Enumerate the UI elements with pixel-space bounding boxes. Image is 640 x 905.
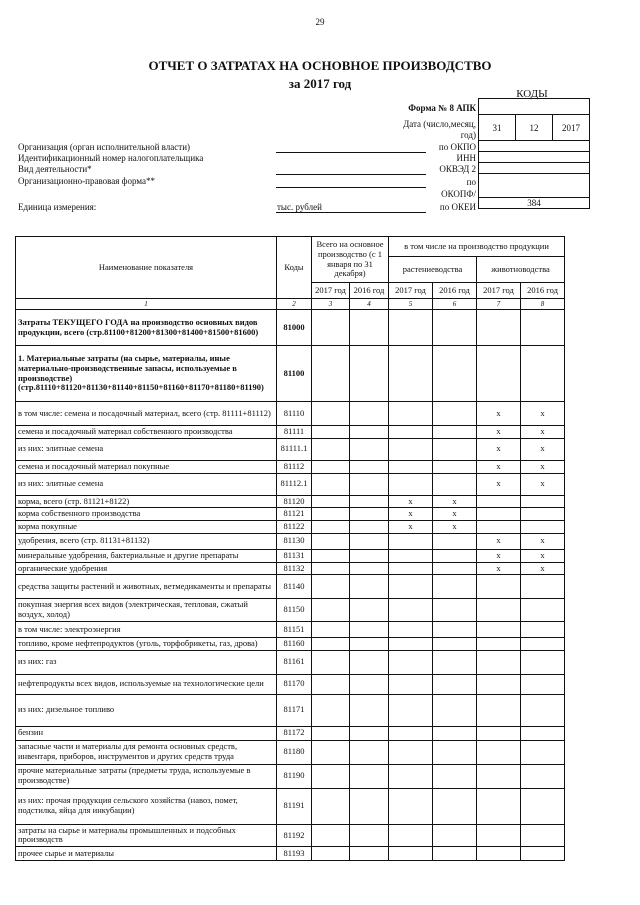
value-cell[interactable] [433,621,477,637]
not-applicable-mark: x [521,549,565,562]
col-number: 5 [389,299,433,310]
table-row [16,508,565,521]
value-cell[interactable] [477,508,521,521]
value-cell[interactable] [433,824,477,847]
header-animal: животноводства [477,257,565,283]
not-applicable-mark: x [477,426,521,439]
value-cell[interactable] [389,637,433,650]
value-cell[interactable] [477,764,521,788]
header-total-2016: 2016 год [350,283,389,299]
value-cell[interactable] [521,599,565,622]
header-name: Наименование показателя [16,237,277,299]
table-row [16,346,565,402]
field-legal-form-line [276,187,426,188]
table-row [16,521,565,534]
value-cell[interactable] [521,847,565,861]
row-name: бензин [16,726,277,740]
row-code: 81112.1 [277,473,312,495]
value-cell[interactable] [350,637,389,650]
value-cell[interactable] [389,310,433,346]
value-cell[interactable] [312,426,350,439]
value-cell[interactable] [477,674,521,694]
field-organization-label: Организация (орган исполнительной власти) [18,142,191,152]
date-label: Дата (число,месяц, [403,119,476,129]
row-code: 81180 [277,740,312,764]
date-month: 12 [516,115,553,141]
row-code: 81120 [277,495,312,508]
value-cell[interactable] [433,438,477,460]
row-code: 81110 [277,402,312,426]
value-cell[interactable] [477,650,521,674]
table-row [16,402,565,426]
row-code: 81170 [277,674,312,694]
table-row [16,533,565,549]
value-cell[interactable] [312,824,350,847]
row-name: из них: газ [16,650,277,674]
table-row [16,562,565,575]
header-plant: растениеводства [389,257,477,283]
not-applicable-mark: x [389,495,433,508]
value-cell[interactable] [433,847,477,861]
value-cell[interactable] [433,650,477,674]
col-number: 7 [477,299,521,310]
value-cell[interactable] [433,346,477,402]
table-row [16,549,565,562]
value-cell[interactable] [521,310,565,346]
value-cell[interactable] [389,438,433,460]
value-cell[interactable] [350,426,389,439]
not-applicable-mark: x [521,460,565,473]
row-name: прочие материальные затраты (предметы труда, используемые в производстве) [16,764,277,788]
value-cell[interactable] [477,599,521,622]
col-number: 3 [312,299,350,310]
field-activity-label: Вид деятельности* [18,164,92,174]
not-applicable-mark: x [521,438,565,460]
row-name: средства защиты растений и животных, ветмедикаменты и препараты [16,575,277,599]
table-row [16,438,565,460]
col-number: 8 [521,299,565,310]
value-cell[interactable] [389,402,433,426]
row-name: покупная энергия всех видов (электрическая, тепловая, сжатый воздух, холод) [16,599,277,622]
value-cell[interactable] [312,533,350,549]
value-cell[interactable] [521,621,565,637]
value-cell[interactable] [350,310,389,346]
row-name: в том числе: семена и посадочный материал, всего (стр. 81111+81112) [16,402,277,426]
header-total-2017: 2017 год [312,283,350,299]
value-cell[interactable] [312,438,350,460]
row-name: из них: элитные семена [16,438,277,460]
not-applicable-mark: x [521,426,565,439]
codes-grid [478,98,590,209]
value-cell[interactable] [312,346,350,402]
okpo-label: по ОКПО [438,142,476,152]
value-cell[interactable] [350,402,389,426]
value-cell[interactable] [433,694,477,726]
value-cell[interactable] [477,495,521,508]
value-cell[interactable] [521,674,565,694]
value-cell[interactable] [433,473,477,495]
header-code: Коды [277,237,312,299]
row-code: 81111.1 [277,438,312,460]
value-cell[interactable] [312,549,350,562]
value-cell[interactable] [312,637,350,650]
value-cell[interactable] [433,562,477,575]
row-code: 81132 [277,562,312,575]
value-cell[interactable] [433,549,477,562]
value-cell[interactable] [350,726,389,740]
value-cell[interactable] [389,549,433,562]
value-cell[interactable] [389,460,433,473]
unit-value: тыс. рублей [277,202,322,212]
value-cell[interactable] [521,740,565,764]
table-row [16,575,565,599]
table-row [16,764,565,788]
table-row [16,621,565,637]
not-applicable-mark: x [389,508,433,521]
table-row [16,495,565,508]
table-row [16,824,565,847]
col-number: 4 [350,299,389,310]
value-cell[interactable] [477,637,521,650]
table-row [16,788,565,824]
not-applicable-mark: x [477,460,521,473]
value-cell[interactable] [350,575,389,599]
value-cell[interactable] [389,533,433,549]
value-cell[interactable] [521,788,565,824]
row-code: 81112 [277,460,312,473]
row-name: корма собственного производства [16,508,277,521]
table-row [16,637,565,650]
row-name: органические удобрения [16,562,277,575]
costs-table [15,236,565,861]
okved-code-cell [479,163,590,174]
form-label: Форма № 8 АПК [408,103,476,113]
row-code: 81192 [277,824,312,847]
value-cell[interactable] [433,674,477,694]
header-animal-2016: 2016 год [521,283,565,299]
row-code: 81172 [277,726,312,740]
value-cell[interactable] [312,508,350,521]
value-cell[interactable] [389,824,433,847]
value-cell[interactable] [389,575,433,599]
okopf-label-2: ОКОПФ/ [441,189,476,199]
value-cell[interactable] [312,599,350,622]
table-row [16,460,565,473]
row-name: нефтепродукты всех видов, используемые на технологические цели [16,674,277,694]
row-name: удобрения, всего (стр. 81131+81132) [16,533,277,549]
codes-label: КОДЫ [516,88,548,100]
value-cell[interactable] [521,650,565,674]
okei-label: по ОКЕИ [439,202,476,212]
row-name: корма, всего (стр. 81121+8122) [16,495,277,508]
row-code: 81111 [277,426,312,439]
table-row [16,674,565,694]
not-applicable-mark: x [521,562,565,575]
row-code: 81171 [277,694,312,726]
value-cell[interactable] [521,824,565,847]
value-cell[interactable] [477,621,521,637]
value-cell[interactable] [389,694,433,726]
header-plant-2016: 2016 год [433,283,477,299]
value-cell[interactable] [521,726,565,740]
value-cell[interactable] [350,533,389,549]
value-cell[interactable] [312,726,350,740]
okved-label: ОКВЭД 2 [439,164,476,174]
value-cell[interactable] [350,549,389,562]
field-activity-line [276,174,426,175]
value-cell[interactable] [477,847,521,861]
value-cell[interactable] [389,650,433,674]
row-code: 81150 [277,599,312,622]
value-cell[interactable] [350,495,389,508]
okei-code-cell: 384 [479,198,590,209]
field-legal-form-label: Организационно-правовая форма** [18,176,155,186]
value-cell[interactable] [433,740,477,764]
value-cell[interactable] [389,621,433,637]
unit-line [276,212,426,213]
field-organization-line [276,152,426,153]
value-cell[interactable] [312,575,350,599]
not-applicable-mark: x [433,508,477,521]
row-name: из них: элитные семена [16,473,277,495]
row-code: 81130 [277,533,312,549]
row-code: 81193 [277,847,312,861]
value-cell[interactable] [312,402,350,426]
value-cell[interactable] [521,637,565,650]
table-row [16,694,565,726]
row-code: 81151 [277,621,312,637]
value-cell[interactable] [312,674,350,694]
value-cell[interactable] [350,650,389,674]
row-name: Затраты ТЕКУЩЕГО ГОДА на производство основных видов продукции, всего (стр.81100+81200+81300+81400+81500+81600) [16,310,277,346]
value-cell[interactable] [389,426,433,439]
not-applicable-mark: x [477,402,521,426]
table-row [16,599,565,622]
value-cell[interactable] [477,824,521,847]
value-cell[interactable] [350,788,389,824]
value-cell[interactable] [433,788,477,824]
row-name: корма покупные [16,521,277,534]
value-cell[interactable] [433,599,477,622]
value-cell[interactable] [433,764,477,788]
value-cell[interactable] [477,726,521,740]
value-cell[interactable] [389,562,433,575]
not-applicable-mark: x [477,549,521,562]
value-cell[interactable] [312,847,350,861]
row-name: семена и посадочный материал собственного производства [16,426,277,439]
row-code: 81121 [277,508,312,521]
value-cell[interactable] [312,650,350,674]
not-applicable-mark: x [477,533,521,549]
value-cell[interactable] [312,764,350,788]
okopf-label-1: по [466,177,476,187]
value-cell[interactable] [521,508,565,521]
page-number: 29 [315,17,325,27]
value-cell[interactable] [312,788,350,824]
row-name: топливо, кроме нефтепродуктов (уголь, торфобрикеты, газ, дрова) [16,637,277,650]
table-row [16,310,565,346]
value-cell[interactable] [312,694,350,726]
value-cell[interactable] [433,402,477,426]
value-cell[interactable] [350,764,389,788]
not-applicable-mark: x [433,521,477,534]
col-number: 6 [433,299,477,310]
value-cell[interactable] [477,740,521,764]
table-row [16,650,565,674]
value-cell[interactable] [433,460,477,473]
value-cell[interactable] [389,599,433,622]
col-number: 1 [16,299,277,310]
row-name: в том числе: электроэнергия [16,621,277,637]
value-cell[interactable] [350,460,389,473]
table-row [16,473,565,495]
value-cell[interactable] [350,473,389,495]
date-year: 2017 [553,115,590,141]
value-cell[interactable] [521,495,565,508]
header-plant-2017: 2017 год [389,283,433,299]
date-label-2: год) [460,130,476,140]
row-code: 81000 [277,310,312,346]
not-applicable-mark: x [521,402,565,426]
value-cell[interactable] [521,575,565,599]
value-cell[interactable] [433,310,477,346]
value-cell[interactable] [433,637,477,650]
unit-label: Единица измерения: [18,202,97,212]
date-day: 31 [479,115,516,141]
okopf-code-cell [479,174,590,198]
value-cell[interactable] [521,764,565,788]
value-cell[interactable] [350,824,389,847]
value-cell[interactable] [521,521,565,534]
row-name: из них: прочая продукция сельского хозяйства (навоз, помет, подстилка, яйца для инкубации) [16,788,277,824]
value-cell[interactable] [521,346,565,402]
row-name: затраты на сырье и материалы промышленных и подсобных производств [16,824,277,847]
value-cell[interactable] [389,473,433,495]
report-title: ОТЧЕТ О ЗАТРАТАХ НА ОСНОВНОЕ ПРОИЗВОДСТВО [148,58,492,73]
header-including: в том числе на производство продукции [389,237,565,257]
row-code: 81100 [277,346,312,402]
value-cell[interactable] [312,460,350,473]
value-cell[interactable] [312,310,350,346]
table-row [16,847,565,861]
row-code: 81122 [277,521,312,534]
value-cell[interactable] [350,621,389,637]
value-cell[interactable] [350,599,389,622]
table-row [16,426,565,439]
value-cell[interactable] [433,575,477,599]
value-cell[interactable] [389,674,433,694]
value-cell[interactable] [350,562,389,575]
not-applicable-mark: x [477,562,521,575]
not-applicable-mark: x [521,473,565,495]
row-code: 81131 [277,549,312,562]
inn-code-cell [479,152,590,163]
row-name: семена и посадочный материал покупные [16,460,277,473]
value-cell[interactable] [433,726,477,740]
value-cell[interactable] [477,694,521,726]
header-animal-2017: 2017 год [477,283,521,299]
value-cell[interactable] [389,847,433,861]
value-cell[interactable] [477,575,521,599]
row-code: 81191 [277,788,312,824]
header-total: Всего на основное производство (с 1 января по 31 декабря) [312,237,389,283]
row-name: 1. Материальные затраты (на сырье, материалы, иные материально-производственные запасы, используемые в производстве) (стр.81110+81120+81130+81140+81150+81160+81170+81180+81190) [16,346,277,402]
row-code: 81160 [277,637,312,650]
not-applicable-mark: x [433,495,477,508]
value-cell[interactable] [312,521,350,534]
report-period: за 2017 год [288,76,352,91]
value-cell[interactable] [350,694,389,726]
field-inn-label: Идентификационный номер налогоплательщика [18,153,204,163]
table-row [16,726,565,740]
value-cell[interactable] [312,621,350,637]
value-cell[interactable] [477,346,521,402]
value-cell[interactable] [350,740,389,764]
value-cell[interactable] [350,438,389,460]
value-cell[interactable] [312,740,350,764]
row-name: прочее сырье и материалы [16,847,277,861]
value-cell[interactable] [350,346,389,402]
value-cell[interactable] [477,310,521,346]
value-cell[interactable] [312,473,350,495]
row-code: 81140 [277,575,312,599]
row-name: из них: дизельное топливо [16,694,277,726]
value-cell[interactable] [350,674,389,694]
value-cell[interactable] [312,495,350,508]
value-cell[interactable] [389,764,433,788]
value-cell[interactable] [350,508,389,521]
col-number: 2 [277,299,312,310]
not-applicable-mark: x [389,521,433,534]
value-cell[interactable] [477,788,521,824]
row-name: минеральные удобрения, бактериальные и другие препараты [16,549,277,562]
row-code: 81161 [277,650,312,674]
value-cell[interactable] [433,533,477,549]
value-cell[interactable] [389,346,433,402]
value-cell[interactable] [477,521,521,534]
value-cell[interactable] [389,740,433,764]
not-applicable-mark: x [477,473,521,495]
not-applicable-mark: x [521,533,565,549]
not-applicable-mark: x [477,438,521,460]
table-row [16,740,565,764]
value-cell[interactable] [312,562,350,575]
value-cell[interactable] [350,521,389,534]
value-cell[interactable] [521,694,565,726]
value-cell[interactable] [389,726,433,740]
row-name: запасные части и материалы для ремонта основных средств, инвентаря, приборов, инструментов и других средств труда [16,740,277,764]
row-code: 81190 [277,764,312,788]
okpo-code-cell [479,141,590,152]
inn-label: ИНН [456,153,476,163]
form-code-cell [479,99,590,115]
value-cell[interactable] [350,847,389,861]
value-cell[interactable] [433,426,477,439]
value-cell[interactable] [389,788,433,824]
